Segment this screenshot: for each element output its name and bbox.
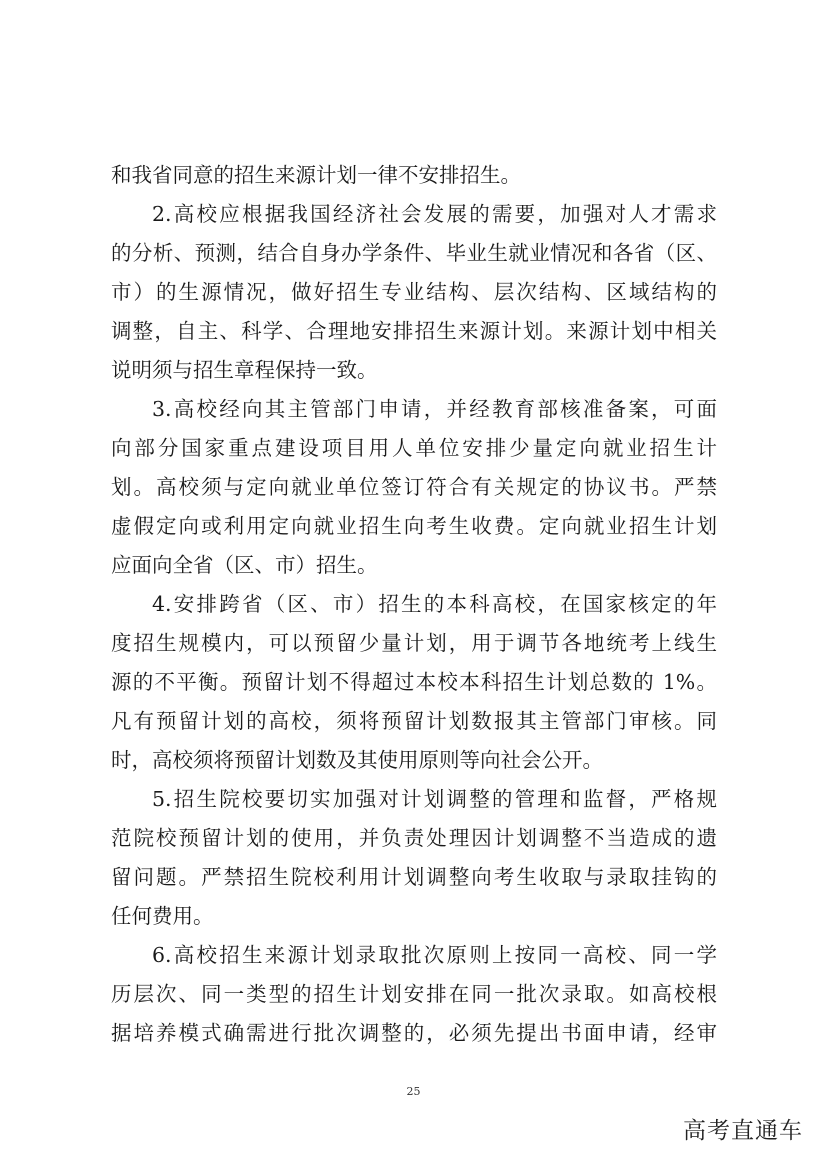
text-line: 3.高校经向其主管部门申请，并经教育部核准备案，可面 — [152, 397, 717, 421]
text-line: 留问题。严禁招生院校利用计划调整向考生收取与录取挂钩的 — [111, 865, 717, 889]
text-line: 和我省同意的招生来源计划一律不安排招生。 — [111, 163, 521, 187]
text-line: 范院校预留计划的使用，并负责处理因计划调整不当造成的遗 — [111, 826, 717, 850]
text-line: 划。高校须与定向就业单位签订符合有关规定的协议书。严禁 — [111, 475, 717, 499]
text-line: 时，高校须将预留计划数及其使用原则等向社会公开。 — [111, 748, 603, 772]
text-line: 凡有预留计划的高校，须将预留计划数报其主管部门审核。同 — [111, 709, 717, 733]
text-line: 调整，自主、科学、合理地安排招生来源计划。来源计划中相关 — [111, 319, 717, 343]
page-number: 25 — [406, 1085, 421, 1098]
text-line: 2.高校应根据我国经济社会发展的需要，加强对人才需求 — [152, 202, 717, 226]
text-line: 任何费用。 — [111, 904, 214, 928]
text-line: 说明须与招生章程保持一致。 — [111, 358, 378, 382]
text-line: 度招生规模内，可以预留少量计划，用于调节各地统考上线生 — [111, 631, 717, 655]
text-line: 4.安排跨省（区、市）招生的本科高校，在国家核定的年 — [152, 592, 717, 616]
text-line: 应面向全省（区、市）招生。 — [111, 553, 378, 577]
text-line: 的分析、预测，结合自身办学条件、毕业生就业情况和各省（区、 — [111, 241, 717, 265]
text-line: 向部分国家重点建设项目用人单位安排少量定向就业招生计 — [111, 436, 717, 460]
text-line: 虚假定向或利用定向就业招生向考生收费。定向就业招生计划 — [111, 514, 717, 538]
text-line: 历层次、同一类型的招生计划安排在同一批次录取。如高校根 — [111, 982, 717, 1006]
text-line: 6.高校招生来源计划录取批次原则上按同一高校、同一学 — [152, 943, 717, 967]
text-line: 源的不平衡。预留计划不得超过本校本科招生计划总数的 1%。 — [111, 670, 717, 694]
text-line: 5.招生院校要切实加强对计划调整的管理和监督，严格规 — [152, 787, 717, 811]
text-line: 市）的生源情况，做好招生专业结构、层次结构、区域结构的 — [111, 280, 717, 304]
watermark-logo-text: 高考直通车 — [683, 1118, 803, 1144]
text-line: 据培养模式确需进行批次调整的，必须先提出书面申请，经审 — [111, 1021, 717, 1045]
